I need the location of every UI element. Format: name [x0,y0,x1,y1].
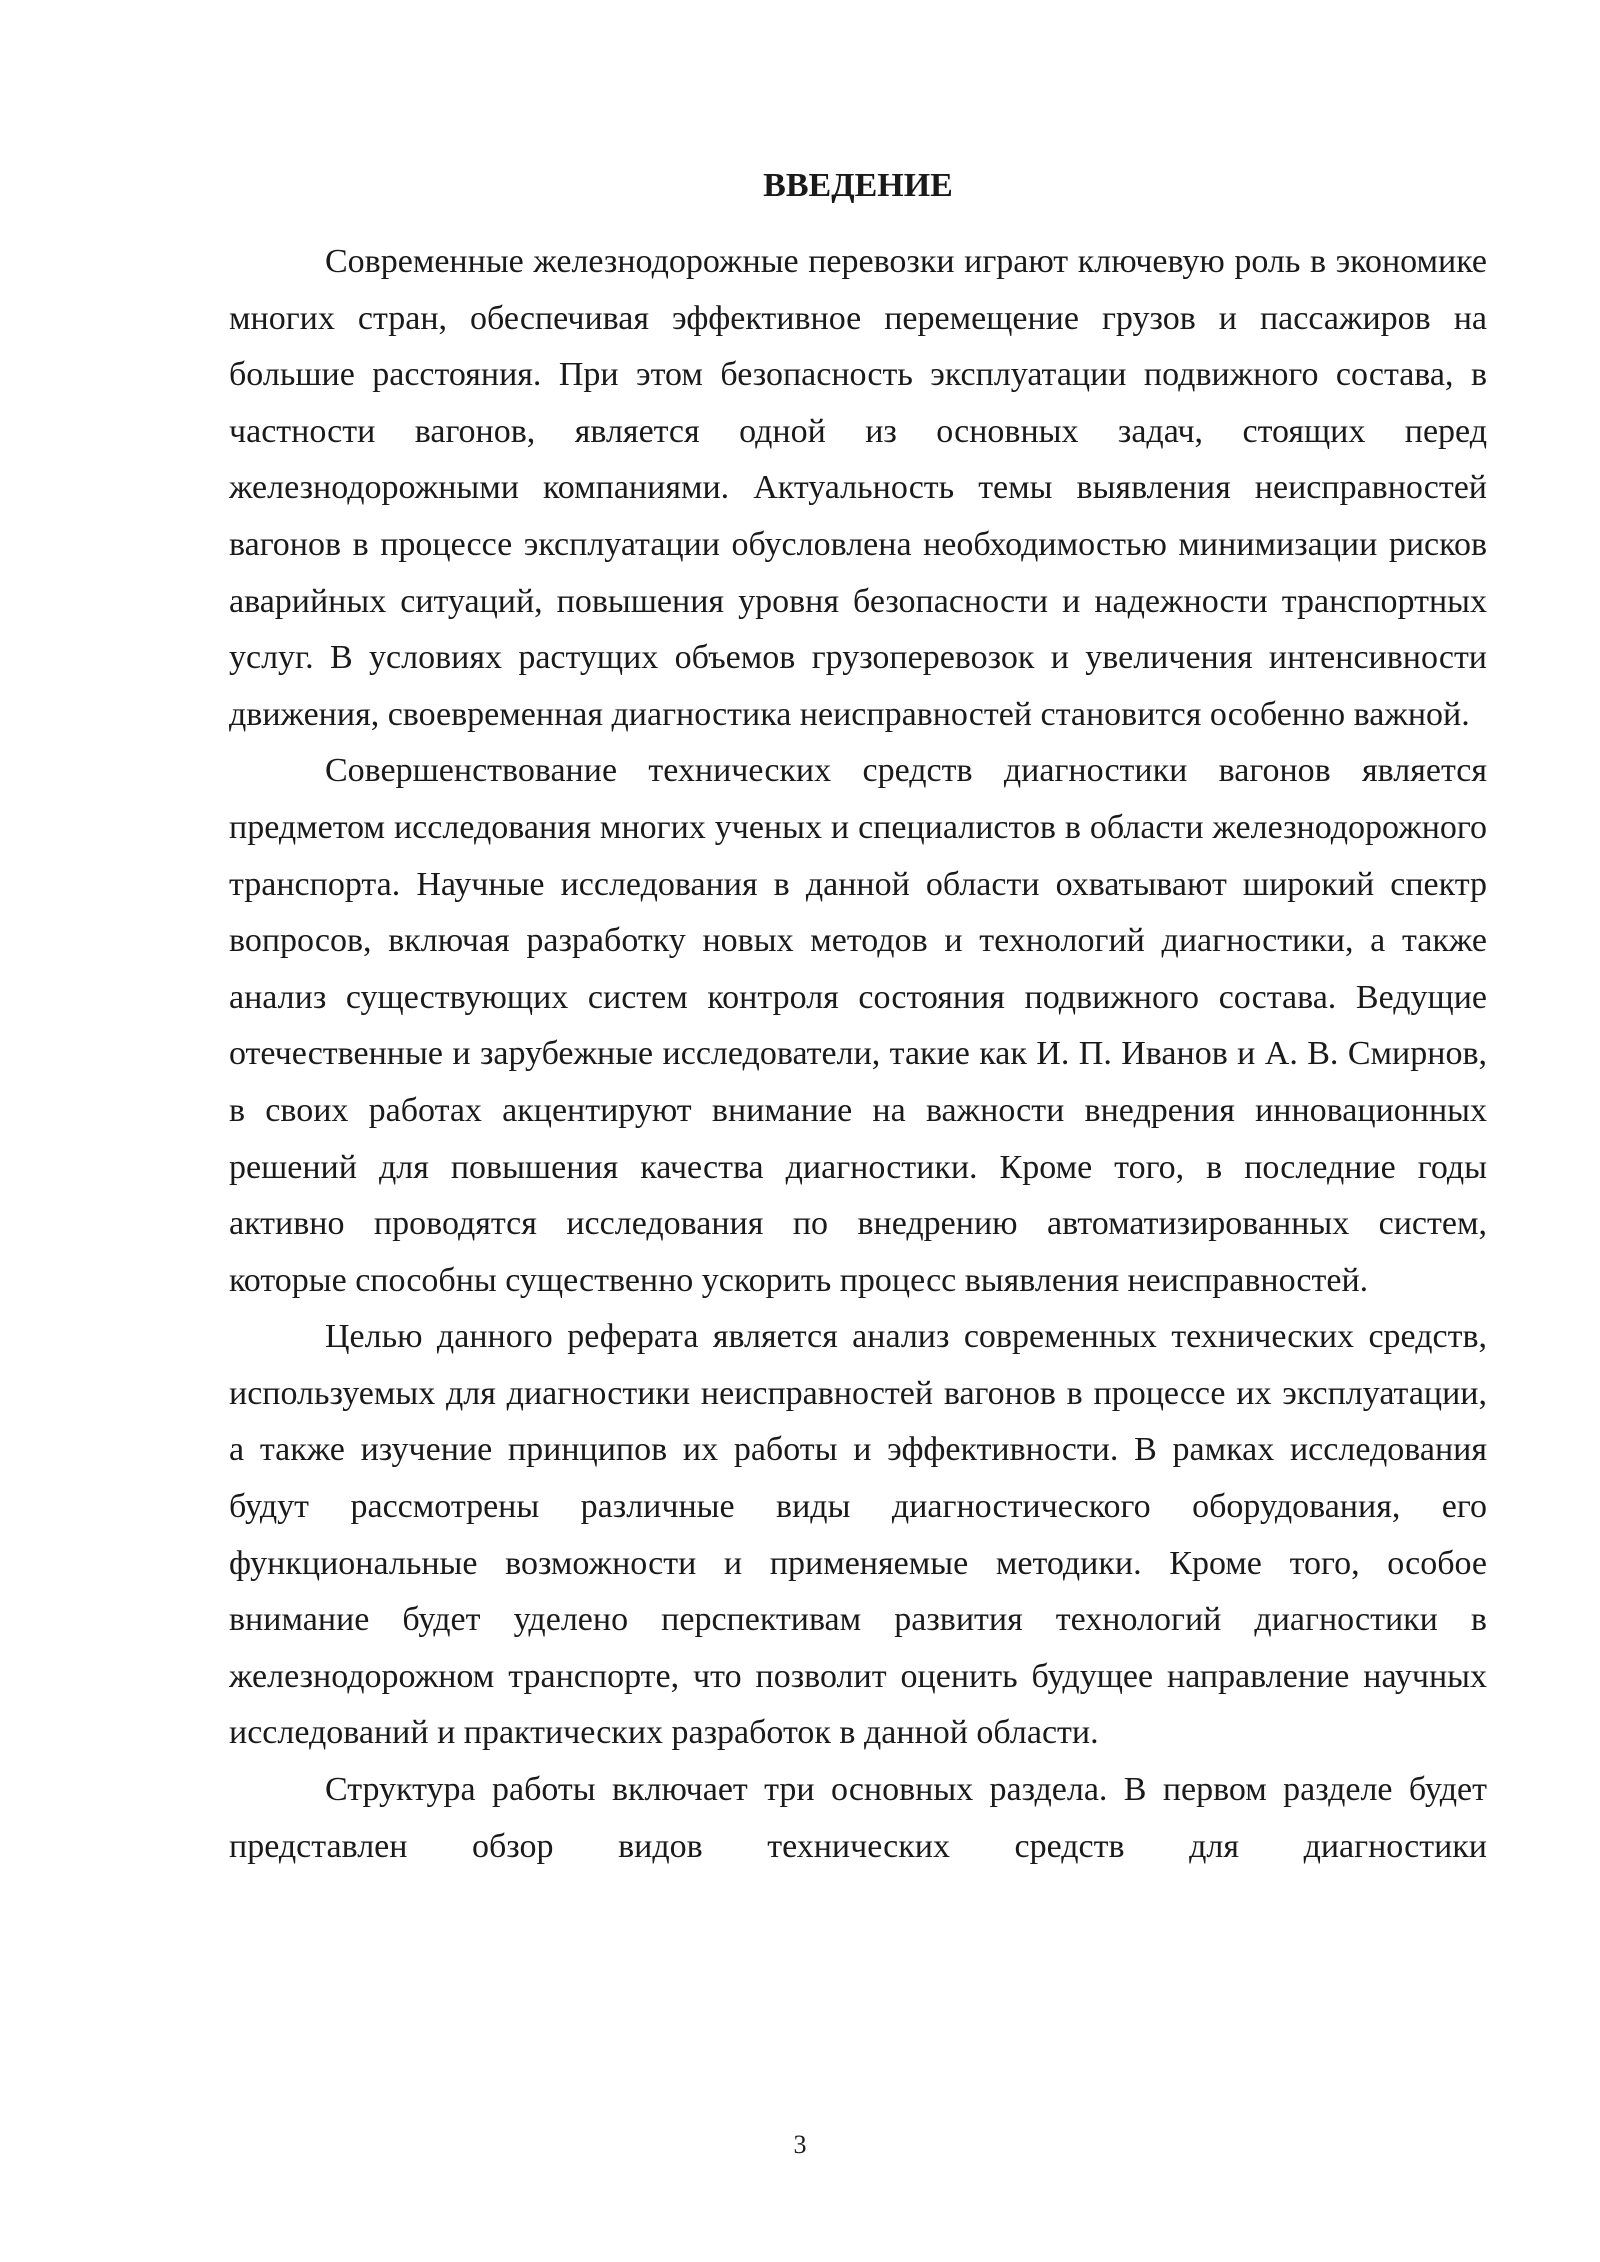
paragraph-research-state: Совершенствование технических средств диагностики вагонов является предметом исследования многих ученых и специалистов в области железнодорожного транспорта. Научные исследования в данной области охватывают широкий спектр вопросов, включая разработку новых методов и технологий диагностики, а также анализ существующих систем контроля состояния подвижного состава. Ведущие отечественные и зарубежные исследователи, такие как И. П. Иванов и А. В. Смирнов, в своих работах акцентируют внимание на важности внедрения инновационных решений для повышения качества диагностики. Кроме того, в последние годы активно проводятся исследования по внедрению автоматизированных систем, которые способны существенно ускорить процесс выявления неисправностей. [229,752,1487,1299]
page-number: 3 [793,2130,807,2159]
paragraph-relevance: Современные железнодорожные перевозки играют ключевую роль в экономике многих стран, обеспечивая эффективное перемещение грузов и пассажиров на большие расстояния. При этом безопасность эксплуатации подвижного состава, в частности вагонов, является одной из основных задач, стоящих перед железнодорожными компаниями. Актуальность темы выявления неисправностей вагонов в процессе эксплуатации обусловлена необходимостью минимизации рисков аварийных ситуаций, повышения уровня безопасности и надежности транспортных услуг. В условиях растущих объемов грузоперевозок и увеличения интенсивности движения, своевременная диагностика неисправностей становится особенно важной. [229,243,1487,733]
paragraph-goal: Целью данного реферата является анализ современных технических средств, используемых для диагностики неисправностей вагонов в процессе их эксплуатации, а также изучение принципов их работы и эффективности. В рамках исследования будут рассмотрены различные виды диагностического оборудования, его функциональные возможности и применяемые методики. Кроме того, особое внимание будет уделено перспективам развития технологий диагностики в железнодорожном транспорте, что позволит оценить будущее направление научных исследований и практических разработок в данной области. [229,1318,1487,1752]
paragraph-structure: Структура работы включает три основных раздела. В первом разделе будет представлен обзор видов технических средств для диагностики [229,1771,1487,1865]
section-heading: ВВЕДЕНИЕ [763,167,953,204]
page-content [229,158,1487,1875]
